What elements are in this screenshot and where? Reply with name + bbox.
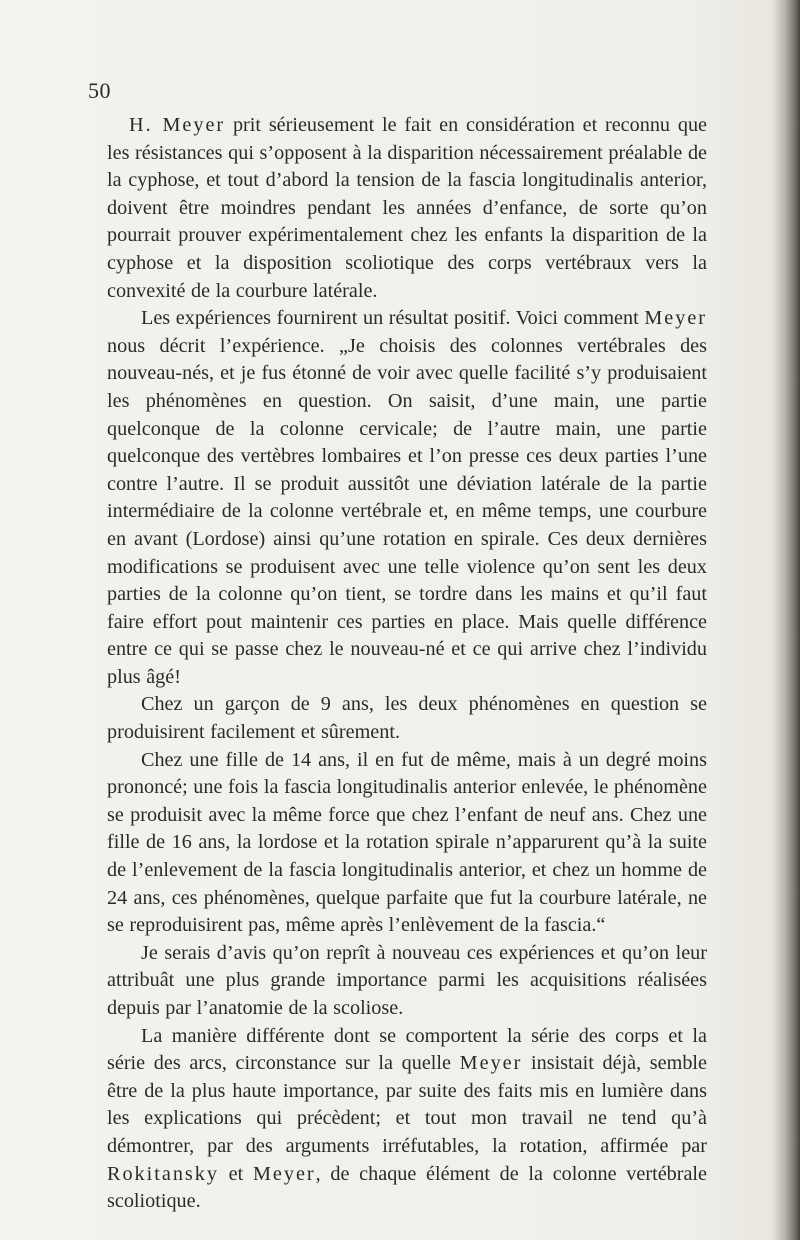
text-segment: , de chaque élément de la colonne vertébrale scoliotique. <box>107 1162 708 1213</box>
paragraph <box>107 112 707 305</box>
text-segment: et <box>218 1162 253 1185</box>
paragraph <box>107 691 707 746</box>
text-segment: Je serais d’avis qu’on reprît à nouveau ces expériences et qu’on leur attribuât une plus grande importance parmi les acquisitions réalisées depuis par l’anatomie de la scoliose. <box>107 941 707 1019</box>
text-segment: insistait déjà, semble être de la plus haute importance, par suite des faits mis en lumière dans les explications qui précèdent; et tout mon travail ne tend qu’à démontrer, par des arguments irréfutables, la rotation, affirmée par <box>107 1052 707 1157</box>
paragraph <box>107 940 707 1023</box>
text-segment: La manière différente dont se comportent la série des corps et la série des arcs, circonstance sur la quelle <box>107 1024 707 1075</box>
author-name: H. Meyer <box>129 114 226 136</box>
text-segment: nous décrit l’expérience. „Je choisis des colonnes vertébrales des nouveau-nés, et je fus étonné de voir avec quelle facilité s’y produisaient les phénomènes en question. On saisit, d’une main, une partie quelconque de la colonne cervicale; de l’autre main, une partie quelconque des vertèbres lombaires et l’on presse ces deux parties l’une contre l’autre. Il se produit aussitôt une déviation latérale de la partie intermédiaire de la colonne vertébrale et, en même temps, une courbure en avant (Lordose) ainsi qu’une rotation en spirale. Ces deux dernières modifications se produisent avec une telle violence qu’on sent les deux parties de la colonne qu’on tient, se tordre dans les mains et qu’il faut faire effort pout maintenir ces parties en place. Mais quelle différence entre ce qui se passe chez le nouveau-né et ce qui arrive chez l’individu plus âgé! <box>107 334 707 688</box>
paragraph <box>107 747 707 940</box>
paragraph <box>107 1023 707 1216</box>
author-name: Rokitansky <box>107 1162 219 1185</box>
author-name: Meyer <box>459 1052 523 1075</box>
author-name: Meyer <box>644 307 707 330</box>
author-name: Meyer <box>252 1162 316 1185</box>
text-segment: Chez un garçon de 9 ans, les deux phénomènes en question se produisirent facilement et sûrement. <box>107 693 707 744</box>
page-number: 50 <box>88 78 111 103</box>
page-edge-shadow <box>772 0 800 1240</box>
text-segment: Chez une fille de 14 ans, il en fut de même, mais à un degré moins prononcé; une fois la fascia longitudinalis anterior enlevée, le phénomène se produisit avec la même force que chez l’enfant de neuf ans. Chez une fille de 16 ans, la lordose et la rotation spirale n’apparurent qu’à la suite de l’enlevement de la fascia longitudinalis anterior, et chez un homme de 24 ans, ces phénomènes, quelque parfaite que fut la courbure latérale, ne se reproduisirent pas, même après l’enlèvement de la fascia.“ <box>107 748 707 937</box>
text-segment: Les expériences fournirent un résultat positif. Voici comment <box>141 307 645 330</box>
text-segment: prit sérieusement le fait en considération et reconnu que les résistances qui s’opposent à la disparition nécessairement préalable de la cyphose, et tout d’abord la tension de la fascia longitudinalis anterior, doivent être moindres pendant les années d’enfance, de sorte qu’on pourrait prouver expérimentalement chez les enfants la disparition de la cyphose et la disposition scoliotique des corps vertébraux vers la convexité de la courbure latérale. <box>107 114 707 302</box>
body-text <box>107 112 707 1216</box>
paragraph <box>107 305 707 691</box>
